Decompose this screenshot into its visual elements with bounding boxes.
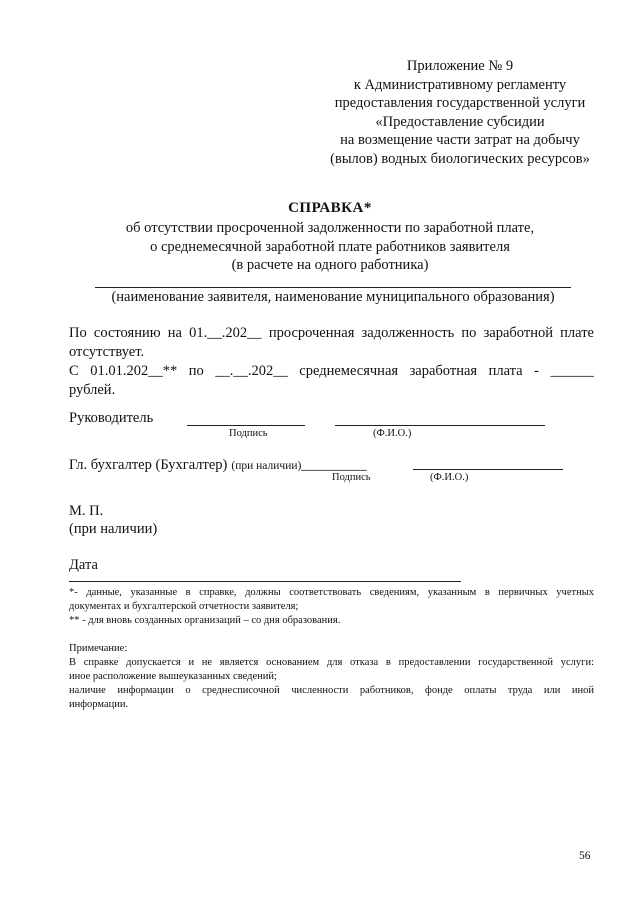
applicant-caption: (наименование заявителя, наименование муниципального образования) xyxy=(111,289,555,305)
header-line: (вылов) водных биологических ресурсов» xyxy=(330,150,590,167)
accountant-signature-blank: _________ xyxy=(301,457,367,473)
header-line: Приложение № 9 xyxy=(406,58,514,74)
note-title: Примечание: xyxy=(69,643,128,654)
accountant-fio-line xyxy=(413,469,563,470)
signature-caption: Подпись xyxy=(229,428,268,439)
document-subtitle xyxy=(0,219,640,275)
statement-line: С 01.01.202__** по __.__.202__ среднемесячная заработная плата - ______ xyxy=(69,363,594,379)
note-line: В справке допускается и не является основанием для отказа в предоставлении государственной услуги: xyxy=(69,657,594,668)
subtitle-line: о среднемесячной заработной плате работников заявителя xyxy=(150,238,510,255)
statement-line: По состоянию на 01.__.202__ просроченная задолженность по заработной плате xyxy=(69,325,594,341)
date-label: Дата xyxy=(69,557,98,573)
footnote-line: ** - для вновь созданных организаций – со дня образования. xyxy=(69,615,341,626)
accountant-note: (при наличии) xyxy=(231,460,302,472)
header-line: на возмещение части затрат на добычу xyxy=(340,132,580,149)
head-signature-line xyxy=(187,425,305,426)
accountant-row xyxy=(69,456,367,474)
head-label: Руководитель xyxy=(69,410,154,426)
fio-caption: (Ф.И.О.) xyxy=(373,428,412,439)
footnote-separator xyxy=(69,581,461,582)
header-line: к Административному регламенту xyxy=(353,76,567,93)
note-line: информации. xyxy=(69,699,129,710)
stamp-label: М. П. xyxy=(69,503,104,519)
document-title: СПРАВКА* xyxy=(288,200,372,216)
subtitle-line: (в расчете на одного работника) xyxy=(231,257,429,273)
stamp-note: (при наличии) xyxy=(69,521,158,537)
appendix-header xyxy=(300,57,620,169)
applicant-name-line xyxy=(95,287,571,288)
head-fio-line xyxy=(335,425,545,426)
footnote-line: документах и бухгалтерской отчетности заявителя; xyxy=(69,601,299,612)
fio-caption: (Ф.И.О.) xyxy=(430,472,469,483)
signature-caption: Подпись xyxy=(332,472,371,483)
note-line: наличие информации о среднесписочной численности работников, фонде оплаты труда или иной xyxy=(69,685,594,696)
page-number: 56 xyxy=(579,850,591,862)
header-line: «Предоставление субсидии xyxy=(375,113,545,130)
header-line: предоставления государственной услуги xyxy=(334,95,586,112)
footnote-line: *- данные, указанные в справке, должны соответствовать сведениям, указанным в первичных учетных xyxy=(69,587,594,598)
accountant-label: Гл. бухгалтер (Бухгалтер) xyxy=(69,457,228,473)
statement-line: отсутствует. xyxy=(69,344,145,360)
statement-line: рублей. xyxy=(69,382,116,398)
note-line: иное расположение вышеуказанных сведений; xyxy=(69,671,277,682)
subtitle-line: об отсутствии просроченной задолженности по заработной плате, xyxy=(125,220,535,236)
